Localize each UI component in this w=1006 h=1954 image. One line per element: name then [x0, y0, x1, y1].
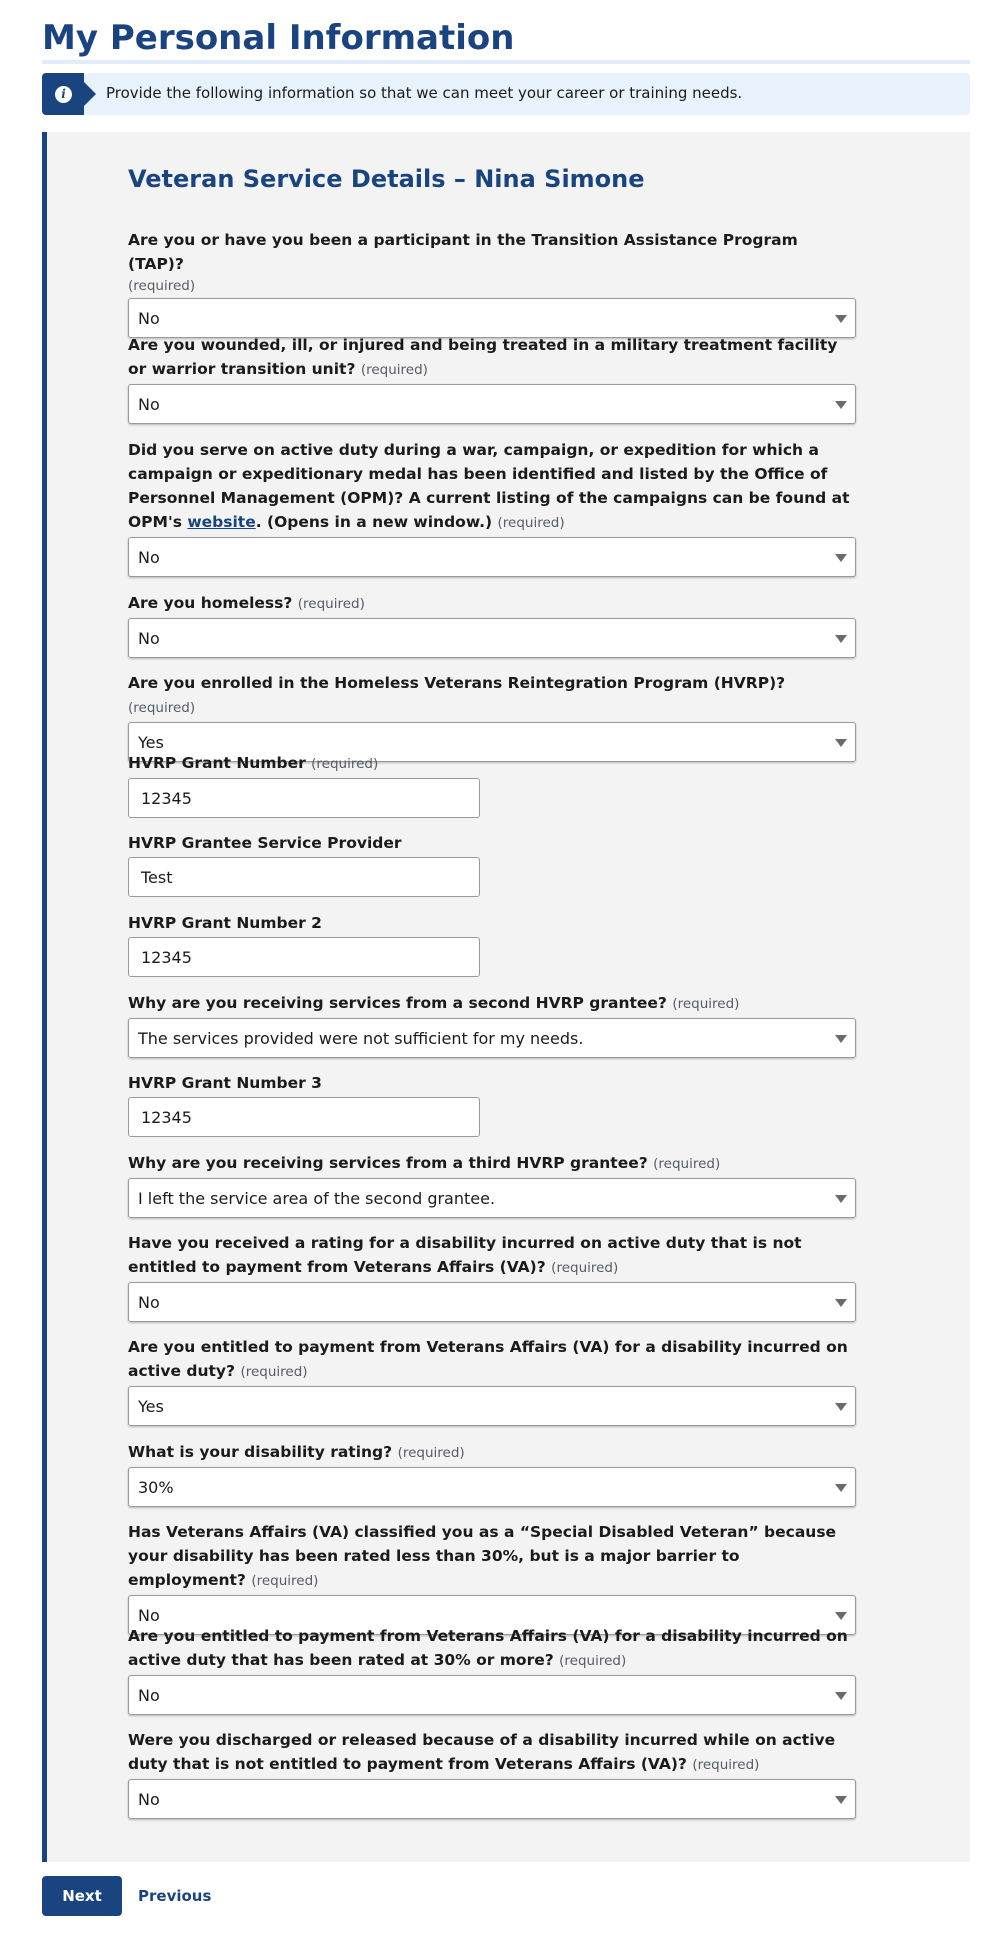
caret-down-icon	[835, 1692, 847, 1700]
field-disability-rating	[128, 1440, 856, 1507]
caret-down-icon	[835, 401, 847, 409]
required-label: (required)	[128, 278, 196, 294]
field-label: HVRP Grant Number	[128, 754, 306, 772]
question-label: Have you received a rating for a disability incurred on active duty that is not entitled to payment from Veterans Affairs (VA)?	[128, 1234, 802, 1276]
field-hvrp-provider	[128, 831, 856, 897]
question-label: Are you wounded, ill, or injured and being treated in a military treatment facility or warrior transition unit?	[128, 336, 838, 378]
field-third-grantee	[128, 1151, 856, 1218]
select-value: No	[138, 309, 160, 328]
alert-flag	[42, 73, 84, 115]
field-entitled-payment	[128, 1335, 856, 1426]
question-label: Are you or have you been a participant in the Transition Assistance Program (TAP)?	[128, 231, 798, 273]
question-label: Why are you receiving services from a third HVRP grantee?	[128, 1154, 648, 1172]
entitled-payment-select[interactable]	[128, 1386, 856, 1426]
info-alert	[42, 73, 970, 115]
required-label: (required)	[672, 996, 740, 1012]
alert-text: Provide the following information so that we can meet your career or training needs.	[106, 84, 743, 102]
hvrp-provider-input[interactable]	[128, 857, 480, 897]
field-hvrp	[128, 671, 856, 762]
caret-down-icon	[835, 554, 847, 562]
field-label: HVRP Grantee Service Provider	[128, 834, 402, 852]
field-tap	[128, 228, 856, 338]
caret-down-icon	[835, 635, 847, 643]
title-divider	[42, 60, 970, 64]
question-label: Are you entitled to payment from Veterans Affairs (VA) for a disability incurred on active duty?	[128, 1338, 848, 1380]
field-rating-not-entitled	[128, 1231, 856, 1322]
select-value: 30%	[138, 1478, 174, 1497]
field-wounded	[128, 333, 856, 424]
required-label: (required)	[360, 362, 428, 378]
field-label: HVRP Grant Number 2	[128, 914, 322, 932]
question-label: Why are you receiving services from a second HVRP grantee?	[128, 994, 667, 1012]
caret-down-icon	[835, 1484, 847, 1492]
hvrp-grant-input[interactable]	[128, 778, 480, 818]
select-value: I left the service area of the second grantee.	[138, 1189, 496, 1208]
campaign-select[interactable]	[128, 537, 856, 577]
field-hvrp-grant-3	[128, 1071, 856, 1137]
field-rated-30	[128, 1624, 856, 1715]
caret-down-icon	[835, 1796, 847, 1804]
previous-button[interactable]: Previous	[138, 1887, 212, 1905]
section-title: Veteran Service Details – Nina Simone	[128, 165, 645, 193]
question-label: Did you serve on active duty during a war, campaign, or expedition for which a campaign or expeditionary medal has been identified and listed by the Office of Personnel Management (OPM)? A current listing of the campaigns can be found at OPM's	[128, 441, 850, 531]
field-special-disabled	[128, 1520, 856, 1635]
required-label: (required)	[311, 756, 379, 772]
caret-down-icon	[835, 1035, 847, 1043]
select-value: No	[138, 548, 160, 567]
caret-down-icon	[835, 1403, 847, 1411]
field-hvrp-grant-2	[128, 911, 856, 977]
input-value: 12345	[141, 948, 192, 967]
caret-down-icon	[835, 1612, 847, 1620]
select-value: Yes	[138, 733, 164, 752]
field-homeless	[128, 591, 856, 658]
select-value: Yes	[138, 1397, 164, 1416]
next-button[interactable]: Next	[42, 1876, 122, 1916]
question-label: Were you discharged or released because of a disability incurred while on active duty that is not entitled to payment from Veterans Affairs (VA)?	[128, 1731, 836, 1773]
field-discharged	[128, 1728, 856, 1819]
third-grantee-select[interactable]	[128, 1178, 856, 1218]
question-label: Are you enrolled in the Homeless Veterans Reintegration Program (HVRP)?	[128, 674, 786, 692]
field-hvrp-grant	[128, 751, 856, 818]
question-label: What is your disability rating?	[128, 1443, 393, 1461]
discharged-select[interactable]	[128, 1779, 856, 1819]
required-label: (required)	[559, 1653, 627, 1669]
select-value: The services provided were not sufficient for my needs.	[138, 1029, 584, 1048]
field-campaign	[128, 438, 856, 577]
required-label: (required)	[497, 515, 565, 531]
required-label: (required)	[297, 596, 365, 612]
field-label: HVRP Grant Number 3	[128, 1074, 322, 1092]
disability-rating-select[interactable]	[128, 1467, 856, 1507]
required-label: (required)	[128, 700, 196, 716]
tap-select[interactable]	[128, 298, 856, 338]
homeless-select[interactable]	[128, 618, 856, 658]
select-value: No	[138, 395, 160, 414]
input-value: Test	[141, 868, 173, 887]
caret-down-icon	[835, 739, 847, 747]
hvrp-grant-2-input[interactable]	[128, 937, 480, 977]
select-value: No	[138, 1686, 160, 1705]
question-label: Are you homeless?	[128, 594, 293, 612]
select-value: No	[138, 1293, 160, 1312]
required-label: (required)	[397, 1445, 465, 1461]
field-second-grantee	[128, 991, 856, 1058]
caret-down-icon	[835, 315, 847, 323]
caret-down-icon	[835, 1195, 847, 1203]
required-label: (required)	[551, 1260, 619, 1276]
required-label: (required)	[653, 1156, 721, 1172]
select-value: No	[138, 629, 160, 648]
wounded-select[interactable]	[128, 384, 856, 424]
required-label: (required)	[692, 1757, 760, 1773]
question-label: Has Veterans Affairs (VA) classified you as a “Special Disabled Veteran” because your disability has been rated less than 30%, but is a major barrier to employment?	[128, 1523, 837, 1589]
hvrp-grant-3-input[interactable]	[128, 1097, 480, 1137]
opm-website-link[interactable]: website	[187, 513, 256, 531]
info-icon: i	[55, 86, 72, 103]
rating-not-entitled-select[interactable]	[128, 1282, 856, 1322]
required-label: (required)	[240, 1364, 308, 1380]
page-title: My Personal Information	[42, 18, 515, 58]
question-label: Are you entitled to payment from Veterans Affairs (VA) for a disability incurred on active duty that has been rated at 30% or more?	[128, 1627, 848, 1669]
second-grantee-select[interactable]	[128, 1018, 856, 1058]
question-label-suffix: . (Opens in a new window.)	[255, 513, 493, 531]
input-value: 12345	[141, 1108, 192, 1127]
required-label: (required)	[251, 1573, 319, 1589]
rated-30-select[interactable]	[128, 1675, 856, 1715]
input-value: 12345	[141, 789, 192, 808]
select-value: No	[138, 1606, 160, 1625]
select-value: No	[138, 1790, 160, 1809]
veteran-service-panel	[42, 132, 970, 1862]
caret-down-icon	[835, 1299, 847, 1307]
